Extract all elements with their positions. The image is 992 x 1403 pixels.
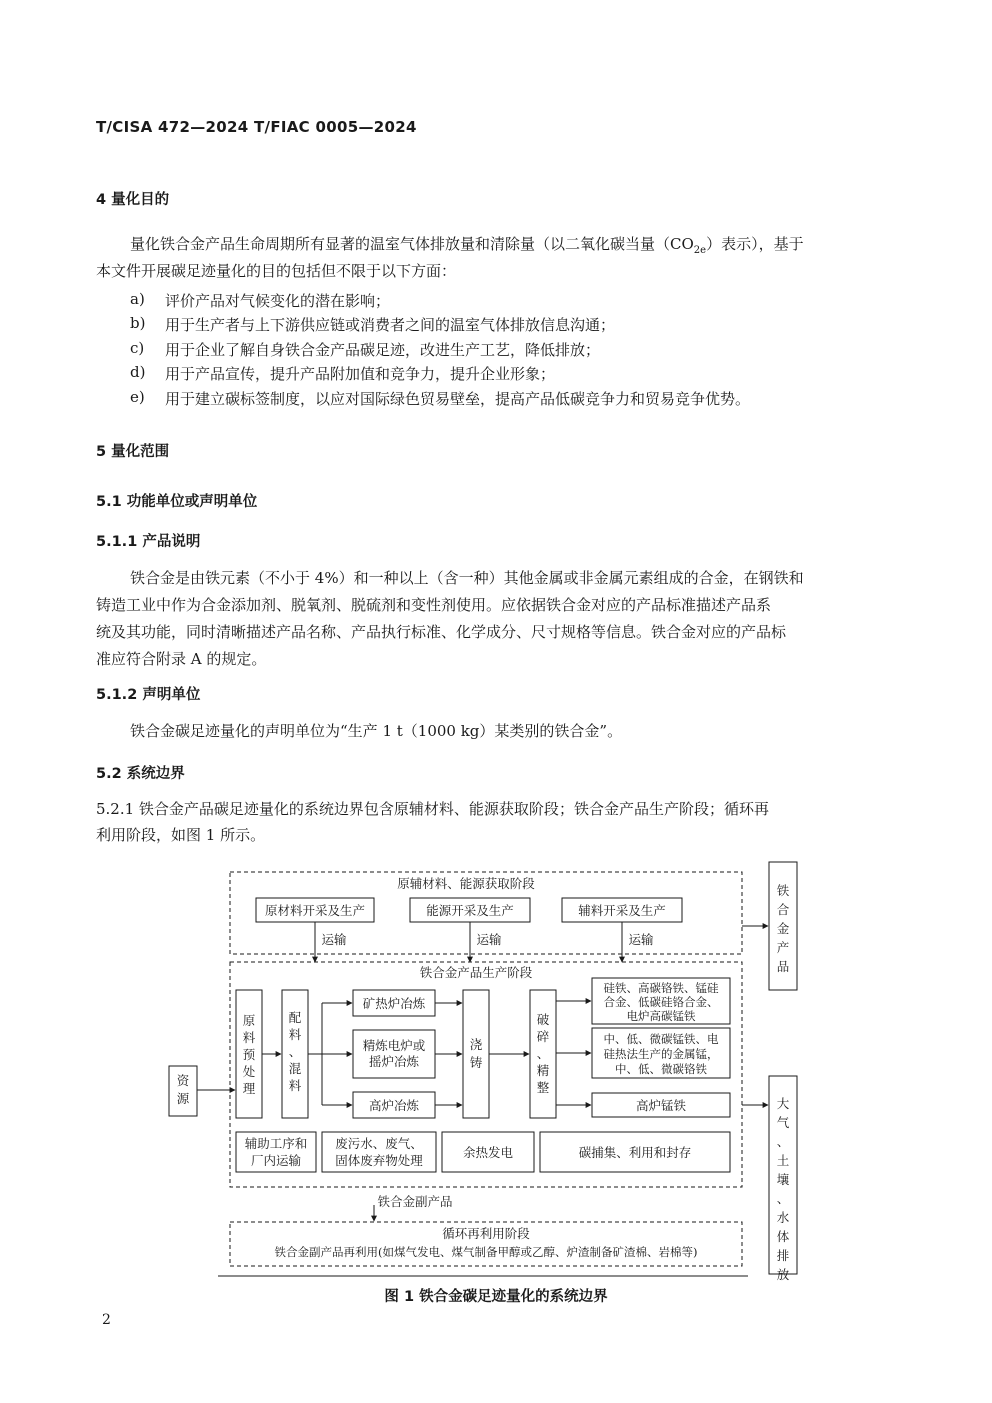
intro-subscript: 2e — [693, 245, 707, 256]
transport-label: 运输 — [476, 932, 502, 947]
standard-number: T/CISA 472—2024 T/FIAC 0005—2024 — [96, 118, 417, 136]
stage1-title: 原辅材料、能源获取阶段 — [397, 876, 535, 891]
pretreat-label: 原料预处理 — [242, 1013, 256, 1096]
refining-label: 精炼电炉或 — [362, 1038, 426, 1053]
list-letter: a) — [130, 290, 145, 308]
product-group1-label: 合金、低碳硅铬合金、 — [603, 995, 719, 1009]
refining-label: 摇炉冶炼 — [368, 1054, 420, 1069]
product-group2-label: 中、低、微碳锰铁、电 — [603, 1032, 719, 1046]
recycle-text: 铁合金副产品再利用(如煤气发电、煤气制备甲醇或乙醇、炉渣制备矿渣棉、岩棉等) — [274, 1245, 698, 1259]
section-5-1-1-heading: 5.1.1 产品说明 — [96, 534, 201, 550]
waste-treatment-label: 废污水、废气、 — [335, 1136, 423, 1151]
aux-material-label: 辅料开采及生产 — [578, 903, 666, 918]
intro-text-a: 量化铁合金产品生命周期所有显著的温室气体排放量和清除量（以二氧化碳当量（CO — [130, 235, 694, 253]
product-group2-label: 硅热法生产的金属锰， — [603, 1047, 719, 1061]
list-item: 用于企业了解自身铁合金产品碳足迹，改进生产工艺，降低排放； — [165, 341, 601, 359]
casting-box — [463, 990, 489, 1118]
batching-label: 配料、混料 — [288, 1010, 302, 1093]
list-item: 用于产品宣传，提升产品附加值和竞争力，提升企业形象； — [165, 365, 556, 383]
product-output-label: 铁合金产品 — [776, 883, 790, 974]
paragraph-line: 铁合金是由铁元素（不小于 4%）和一种以上（含一种）其他金属或非金属元素组成的合金，在钢铁和 — [130, 569, 804, 587]
figure-caption: 图 1 铁合金碳足迹量化的系统边界 — [384, 1289, 608, 1305]
list-letter: e) — [130, 388, 145, 406]
intro-text-b: ）表示），基于 — [706, 235, 804, 253]
submerged-arc-label: 矿热炉冶炼 — [362, 996, 426, 1011]
section-5-1-heading: 5.1 功能单位或声明单位 — [96, 494, 258, 510]
energy-label: 能源开采及生产 — [426, 903, 514, 918]
product-group1-label: 电炉高碳锰铁 — [626, 1009, 696, 1023]
emission-output-label: 大气、土壤、水体排放 — [776, 1096, 790, 1282]
list-letter: d) — [130, 363, 146, 381]
aux-transport-label: 辅助工序和 — [244, 1136, 308, 1151]
casting-label: 浇铸 — [469, 1037, 483, 1070]
list-item: 用于生产者与上下游供应链或消费者之间的温室气体排放信息沟通； — [165, 316, 616, 334]
section-4-intro-line2: 本文件开展碳足迹量化的目的包括但不限于以下方面： — [96, 262, 457, 280]
blast-furnace-label: 高炉冶炼 — [368, 1098, 420, 1113]
paragraph-line: 利用阶段，如图 1 所示。 — [96, 826, 266, 844]
paragraph-line: 准应符合附录 A 的规定。 — [96, 650, 267, 668]
list-item: 评价产品对气候变化的潜在影响； — [165, 292, 391, 310]
transport-label: 运输 — [321, 932, 347, 947]
ccus-label: 碳捕集、利用和封存 — [578, 1145, 692, 1160]
blast-manganese-label: 高炉锰铁 — [635, 1098, 687, 1113]
stage2-title: 铁合金产品生产阶段 — [419, 965, 533, 980]
list-letter: b) — [130, 314, 146, 332]
byproduct-label: 铁合金副产品 — [377, 1194, 453, 1209]
waste-heat-label: 余热发电 — [462, 1145, 514, 1160]
resource-label: 资源 — [176, 1073, 190, 1106]
page-number: 2 — [102, 1312, 111, 1328]
section-5-heading: 5 量化范围 — [96, 444, 170, 460]
product-group1-label: 硅铁、高碳铬铁、锰硅 — [603, 981, 719, 995]
paragraph-line: 铁合金碳足迹量化的声明单位为“生产 1 t（1000 kg）某类别的铁合金”。 — [130, 722, 623, 740]
product-group2-label: 中、低、微碳铬铁 — [615, 1062, 707, 1076]
transport-label: 运输 — [628, 932, 654, 947]
section-5-1-2-heading: 5.1.2 声明单位 — [96, 687, 201, 703]
paragraph-line: 5.2.1 铁合金产品碳足迹量化的系统边界包含原辅材料、能源获取阶段；铁合金产品生产阶段；循环再 — [96, 800, 769, 818]
aux-transport-label: 厂内运输 — [250, 1153, 302, 1168]
crushing-label: 破碎、精整 — [536, 1012, 550, 1095]
paragraph-line: 铸造工业中作为合金添加剂、脱氧剂、脱硫剂和变性剂使用。应依据铁合金对应的产品标准描述产品系 — [96, 596, 772, 614]
section-5-2-heading: 5.2 系统边界 — [96, 766, 185, 782]
list-letter: c) — [130, 339, 145, 357]
recycle-title: 循环再利用阶段 — [442, 1226, 530, 1241]
waste-treatment-label: 固体废弃物处理 — [335, 1153, 423, 1168]
raw-material-label: 原材料开采及生产 — [264, 903, 366, 918]
section-4-heading: 4 量化目的 — [96, 192, 170, 208]
paragraph-line: 统及其功能，同时清晰描述产品名称、产品执行标准、化学成分、尺寸规格等信息。铁合金对应的产品标 — [96, 623, 787, 641]
list-item: 用于建立碳标签制度，以应对国际绿色贸易壁垒，提高产品低碳竞争力和贸易竞争优势。 — [165, 390, 751, 408]
